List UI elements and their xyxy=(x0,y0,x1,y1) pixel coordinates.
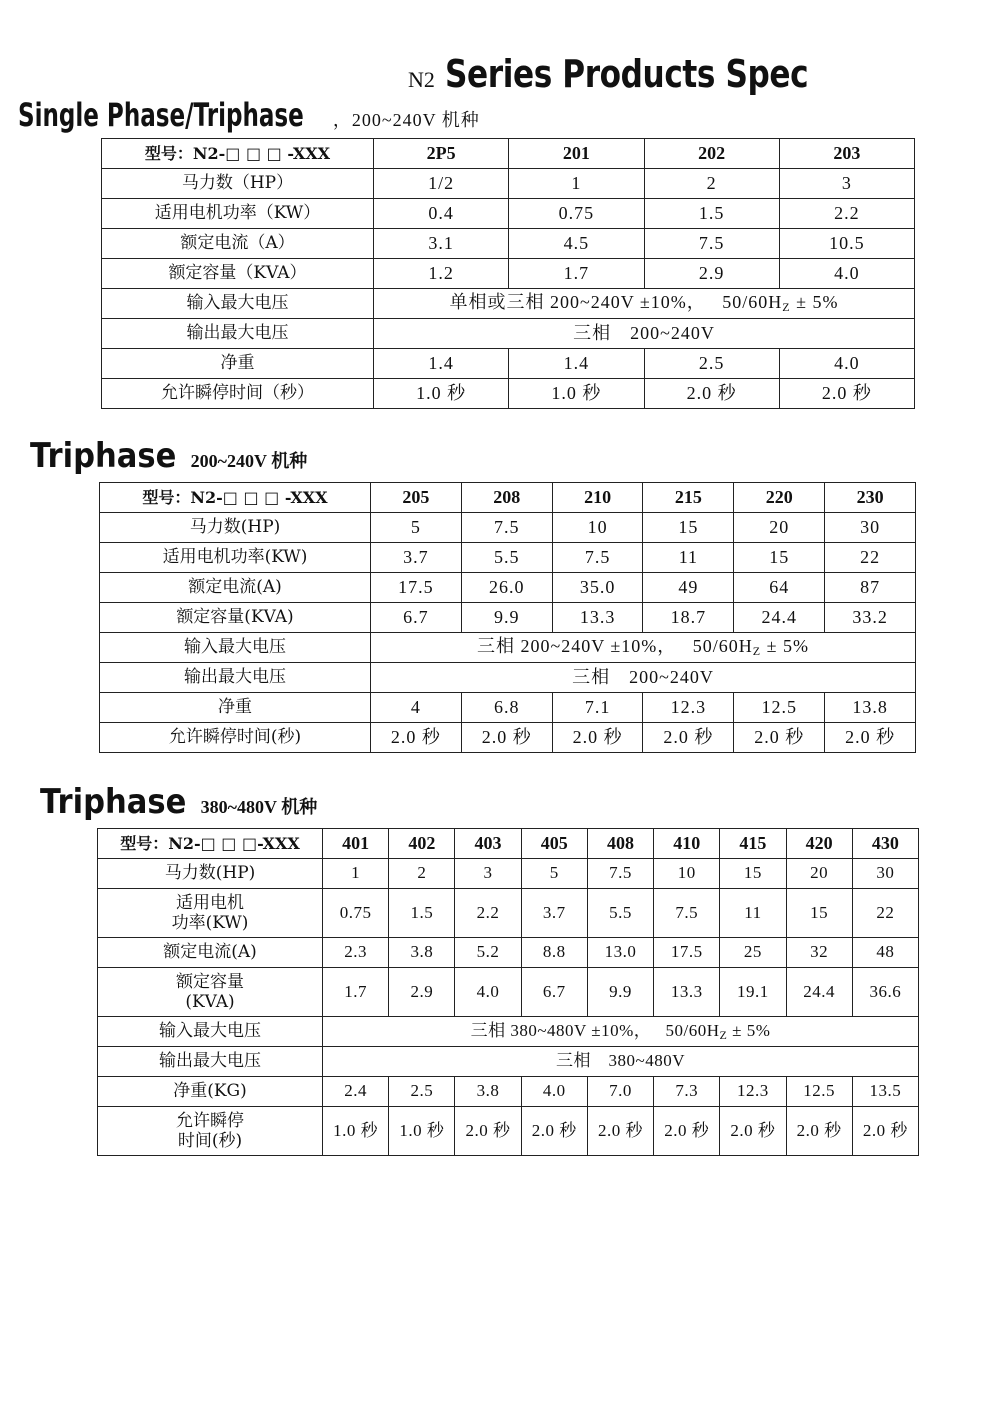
weight-cell: 2.4 xyxy=(323,1077,389,1107)
hp-cell: 10 xyxy=(552,513,643,543)
current-cell: 10.5 xyxy=(779,229,914,259)
output-voltage-value: 三相 200~240V xyxy=(371,663,916,693)
kva-label: 额定容量(KVA) xyxy=(100,603,371,633)
kw-cell: 0.4 xyxy=(374,199,509,229)
weight-cell: 4 xyxy=(371,693,462,723)
hp-cell: 20 xyxy=(734,513,825,543)
weight-cell: 2.5 xyxy=(389,1077,455,1107)
outage-time-cell: 2.0 秒 xyxy=(654,1107,720,1156)
current-cell: 13.0 xyxy=(587,938,653,968)
kva-cell: 24.4 xyxy=(786,968,852,1017)
current-cell: 17.5 xyxy=(654,938,720,968)
input-frequency-tolerance: ± 5% xyxy=(761,636,809,657)
weight-cell: 13.8 xyxy=(825,693,916,723)
table-row-kva xyxy=(102,259,915,289)
model-cell: 402 xyxy=(389,829,455,859)
kva-cell: 2.9 xyxy=(644,259,779,289)
section-heading-triphase-400v xyxy=(40,782,317,822)
kva-cell: 18.7 xyxy=(643,603,734,633)
table-row-hp xyxy=(102,169,915,199)
hp-cell: 30 xyxy=(825,513,916,543)
table-row-kw xyxy=(98,889,919,938)
kva-cell: 6.7 xyxy=(371,603,462,633)
hp-cell: 1/2 xyxy=(374,169,509,199)
weight-cell: 7.3 xyxy=(654,1077,720,1107)
input-frequency: 50/60H xyxy=(665,1020,720,1040)
kva-cell: 36.6 xyxy=(852,968,918,1017)
table-row-current xyxy=(100,573,916,603)
table-row-current xyxy=(98,938,919,968)
model-cell: 202 xyxy=(644,139,779,169)
input-voltage-range: 单相或三相 200~240V ±10%， xyxy=(449,292,706,313)
kw-cell: 2.2 xyxy=(779,199,914,229)
table-row-kw xyxy=(102,199,915,229)
weight-label: 净重 xyxy=(100,693,371,723)
section-heading-voltage: 380~480V 机种 xyxy=(200,797,318,817)
section-heading-triphase-200v xyxy=(30,436,307,476)
outage-time-cell: 2.0 秒 xyxy=(734,723,825,753)
hp-label: 马力数（HP） xyxy=(102,169,374,199)
model-label: 型号：N2-□ □ □ -XXX xyxy=(102,139,374,169)
section-heading-voltage: ，200~240V 机种 xyxy=(332,110,480,130)
model-cell: 203 xyxy=(779,139,914,169)
kw-cell: 15 xyxy=(786,889,852,938)
kw-cell: 5.5 xyxy=(461,543,552,573)
kva-cell: 4.0 xyxy=(455,968,521,1017)
table-row-outage-time xyxy=(102,379,915,409)
table-row-model xyxy=(102,139,915,169)
input-frequency-tolerance: ± 5% xyxy=(790,292,839,313)
current-cell: 5.2 xyxy=(455,938,521,968)
weight-cell: 13.5 xyxy=(852,1077,918,1107)
hp-cell: 3 xyxy=(779,169,914,199)
outage-time-cell: 2.0 秒 xyxy=(455,1107,521,1156)
model-cell: 405 xyxy=(521,829,587,859)
output-voltage-value: 三相 380~480V xyxy=(323,1047,919,1077)
input-voltage-label: 输入最大电压 xyxy=(102,289,374,319)
output-voltage-value: 三相 200~240V xyxy=(374,319,915,349)
table-row-input-voltage xyxy=(102,289,915,319)
table-row-kva xyxy=(100,603,916,633)
current-label: 额定电流（A） xyxy=(102,229,374,259)
table-row-model xyxy=(100,483,916,513)
table-row-input-voltage xyxy=(98,1017,919,1047)
weight-cell: 12.5 xyxy=(734,693,825,723)
kw-label-line-1: 适用电机 xyxy=(176,892,244,913)
model-cell: 208 xyxy=(461,483,552,513)
current-cell: 48 xyxy=(852,938,918,968)
kva-cell: 33.2 xyxy=(825,603,916,633)
outage-time-cell: 2.0 秒 xyxy=(371,723,462,753)
outage-time-cell: 1.0 秒 xyxy=(323,1107,389,1156)
kw-cell: 3.7 xyxy=(521,889,587,938)
kva-cell: 9.9 xyxy=(587,968,653,1017)
weight-label: 净重 xyxy=(102,349,374,379)
hp-cell: 15 xyxy=(643,513,734,543)
kw-cell: 1.5 xyxy=(389,889,455,938)
hp-cell: 2 xyxy=(644,169,779,199)
kw-cell: 22 xyxy=(825,543,916,573)
current-cell: 17.5 xyxy=(371,573,462,603)
kw-cell: 0.75 xyxy=(509,199,644,229)
kw-cell: 5.5 xyxy=(587,889,653,938)
current-cell: 8.8 xyxy=(521,938,587,968)
model-cell: 205 xyxy=(371,483,462,513)
current-cell: 2.3 xyxy=(323,938,389,968)
model-cell: 2P5 xyxy=(374,139,509,169)
outage-time-cell: 2.0 秒 xyxy=(720,1107,786,1156)
kw-cell: 11 xyxy=(720,889,786,938)
table-row-weight xyxy=(98,1077,919,1107)
input-frequency-subscript: Z xyxy=(752,644,762,659)
hp-label: 马力数(HP) xyxy=(98,859,323,889)
current-cell: 32 xyxy=(786,938,852,968)
model-cell: 410 xyxy=(654,829,720,859)
table-row-current xyxy=(102,229,915,259)
input-frequency-subscript: Z xyxy=(719,1027,728,1042)
outage-time-cell: 2.0 秒 xyxy=(644,379,779,409)
hp-cell: 3 xyxy=(455,859,521,889)
output-voltage-label: 输出最大电压 xyxy=(98,1047,323,1077)
weight-cell: 1.4 xyxy=(374,349,509,379)
weight-cell: 3.8 xyxy=(455,1077,521,1107)
weight-cell: 6.8 xyxy=(461,693,552,723)
kva-cell: 13.3 xyxy=(654,968,720,1017)
model-cell: 201 xyxy=(509,139,644,169)
kw-label-line-2: 功率(KW) xyxy=(171,913,249,933)
input-voltage-range: 三相 380~480V ±10%， xyxy=(470,1020,652,1040)
kva-label xyxy=(98,968,323,1017)
table-row-output-voltage xyxy=(100,663,916,693)
input-voltage-value xyxy=(323,1017,919,1047)
hp-cell: 30 xyxy=(852,859,918,889)
current-cell: 3.1 xyxy=(374,229,509,259)
current-cell: 35.0 xyxy=(552,573,643,603)
title-prefix: N2 xyxy=(408,67,435,92)
table-row-weight xyxy=(102,349,915,379)
input-voltage-range: 三相 200~240V ±10%， xyxy=(476,636,677,657)
model-label: 型号：N2-□ □ □-XXX xyxy=(98,829,323,859)
outage-time-label xyxy=(98,1107,323,1156)
section-heading-main: Single Phase/Triphase xyxy=(18,96,304,134)
table-row-kva xyxy=(98,968,919,1017)
kva-cell: 1.7 xyxy=(323,968,389,1017)
kva-cell: 4.0 xyxy=(779,259,914,289)
kw-cell: 3.7 xyxy=(371,543,462,573)
section-heading-voltage: 200~240V 机种 xyxy=(190,451,308,471)
current-cell: 49 xyxy=(643,573,734,603)
model-label: 型号：N2-□ □ □ -XXX xyxy=(100,483,371,513)
outage-time-cell: 2.0 秒 xyxy=(786,1107,852,1156)
kw-label: 适用电机功率（KW） xyxy=(102,199,374,229)
page-title xyxy=(408,52,888,102)
table-row-outage-time xyxy=(100,723,916,753)
weight-cell: 7.1 xyxy=(552,693,643,723)
kva-label-line-2: (KVA) xyxy=(185,992,235,1012)
outage-time-cell: 2.0 秒 xyxy=(779,379,914,409)
model-cell: 230 xyxy=(825,483,916,513)
table-row-output-voltage xyxy=(98,1047,919,1077)
weight-cell: 1.4 xyxy=(509,349,644,379)
hp-cell: 20 xyxy=(786,859,852,889)
outage-time-cell: 1.0 秒 xyxy=(374,379,509,409)
output-voltage-label: 输出最大电压 xyxy=(102,319,374,349)
outage-time-cell: 2.0 秒 xyxy=(461,723,552,753)
current-cell: 87 xyxy=(825,573,916,603)
kva-label-line-1: 额定容量 xyxy=(176,971,244,992)
outage-time-cell: 2.0 秒 xyxy=(521,1107,587,1156)
current-cell: 4.5 xyxy=(509,229,644,259)
weight-cell: 12.3 xyxy=(643,693,734,723)
weight-cell: 7.0 xyxy=(587,1077,653,1107)
outage-time-cell: 2.0 秒 xyxy=(587,1107,653,1156)
weight-cell: 4.0 xyxy=(779,349,914,379)
kw-label xyxy=(98,889,323,938)
outage-time-label: 允许瞬停时间(秒) xyxy=(100,723,371,753)
kva-cell: 9.9 xyxy=(461,603,552,633)
current-cell: 7.5 xyxy=(644,229,779,259)
weight-cell: 12.3 xyxy=(720,1077,786,1107)
section-heading-main: Triphase xyxy=(40,782,187,822)
table-row-kw xyxy=(100,543,916,573)
kva-cell: 24.4 xyxy=(734,603,825,633)
section-heading-main: Triphase xyxy=(30,436,177,476)
input-frequency-subscript: Z xyxy=(782,300,791,315)
input-voltage-label: 输入最大电压 xyxy=(100,633,371,663)
table-row-hp xyxy=(98,859,919,889)
kw-cell: 7.5 xyxy=(654,889,720,938)
hp-cell: 1 xyxy=(323,859,389,889)
kw-cell: 1.5 xyxy=(644,199,779,229)
table-row-hp xyxy=(100,513,916,543)
input-frequency: 50/60H xyxy=(692,636,753,657)
outage-label-line-1: 允许瞬停 xyxy=(176,1110,244,1131)
model-cell: 210 xyxy=(552,483,643,513)
current-cell: 25 xyxy=(720,938,786,968)
input-frequency-tolerance: ± 5% xyxy=(727,1020,771,1040)
input-voltage-value xyxy=(374,289,915,319)
current-cell: 64 xyxy=(734,573,825,603)
output-voltage-label: 输出最大电压 xyxy=(100,663,371,693)
model-cell: 403 xyxy=(455,829,521,859)
spec-table-triphase-400v xyxy=(97,828,919,1156)
weight-label: 净重(KG) xyxy=(98,1077,323,1107)
kva-label: 额定容量（KVA） xyxy=(102,259,374,289)
model-cell: 415 xyxy=(720,829,786,859)
kw-label: 适用电机功率(KW) xyxy=(100,543,371,573)
kw-cell: 7.5 xyxy=(552,543,643,573)
outage-time-cell: 1.0 秒 xyxy=(389,1107,455,1156)
kva-cell: 13.3 xyxy=(552,603,643,633)
hp-cell: 10 xyxy=(654,859,720,889)
input-voltage-value xyxy=(371,633,916,663)
outage-time-cell: 1.0 秒 xyxy=(509,379,644,409)
model-cell: 430 xyxy=(852,829,918,859)
current-cell: 26.0 xyxy=(461,573,552,603)
weight-cell: 4.0 xyxy=(521,1077,587,1107)
hp-label: 马力数(HP) xyxy=(100,513,371,543)
model-cell: 420 xyxy=(786,829,852,859)
outage-time-cell: 2.0 秒 xyxy=(852,1107,918,1156)
kw-cell: 11 xyxy=(643,543,734,573)
kw-cell: 0.75 xyxy=(323,889,389,938)
kw-cell: 22 xyxy=(852,889,918,938)
input-frequency: 50/60H xyxy=(722,292,783,313)
weight-cell: 12.5 xyxy=(786,1077,852,1107)
hp-cell: 7.5 xyxy=(461,513,552,543)
spec-table-triphase-200v xyxy=(99,482,916,753)
outage-time-label: 允许瞬停时间（秒） xyxy=(102,379,374,409)
model-cell: 401 xyxy=(323,829,389,859)
table-row-weight xyxy=(100,693,916,723)
kw-cell: 2.2 xyxy=(455,889,521,938)
title-main: Series Products Spec xyxy=(444,52,809,96)
hp-cell: 15 xyxy=(720,859,786,889)
input-voltage-label: 输入最大电压 xyxy=(98,1017,323,1047)
hp-cell: 5 xyxy=(371,513,462,543)
hp-cell: 7.5 xyxy=(587,859,653,889)
model-cell: 220 xyxy=(734,483,825,513)
kva-cell: 6.7 xyxy=(521,968,587,1017)
section-heading-single-phase xyxy=(18,96,480,134)
table-row-model xyxy=(98,829,919,859)
outage-time-cell: 2.0 秒 xyxy=(643,723,734,753)
current-label: 额定电流(A) xyxy=(100,573,371,603)
hp-cell: 5 xyxy=(521,859,587,889)
current-label: 额定电流(A) xyxy=(98,938,323,968)
table-row-input-voltage xyxy=(100,633,916,663)
weight-cell: 2.5 xyxy=(644,349,779,379)
kw-cell: 15 xyxy=(734,543,825,573)
hp-cell: 1 xyxy=(509,169,644,199)
kva-cell: 19.1 xyxy=(720,968,786,1017)
kva-cell: 1.2 xyxy=(374,259,509,289)
outage-label-line-2: 时间(秒) xyxy=(177,1131,243,1151)
model-cell: 408 xyxy=(587,829,653,859)
table-row-output-voltage xyxy=(102,319,915,349)
spec-table-single-phase-200v xyxy=(101,138,915,409)
current-cell: 3.8 xyxy=(389,938,455,968)
model-cell: 215 xyxy=(643,483,734,513)
outage-time-cell: 2.0 秒 xyxy=(825,723,916,753)
kva-cell: 2.9 xyxy=(389,968,455,1017)
kva-cell: 1.7 xyxy=(509,259,644,289)
hp-cell: 2 xyxy=(389,859,455,889)
table-row-outage-time xyxy=(98,1107,919,1156)
outage-time-cell: 2.0 秒 xyxy=(552,723,643,753)
